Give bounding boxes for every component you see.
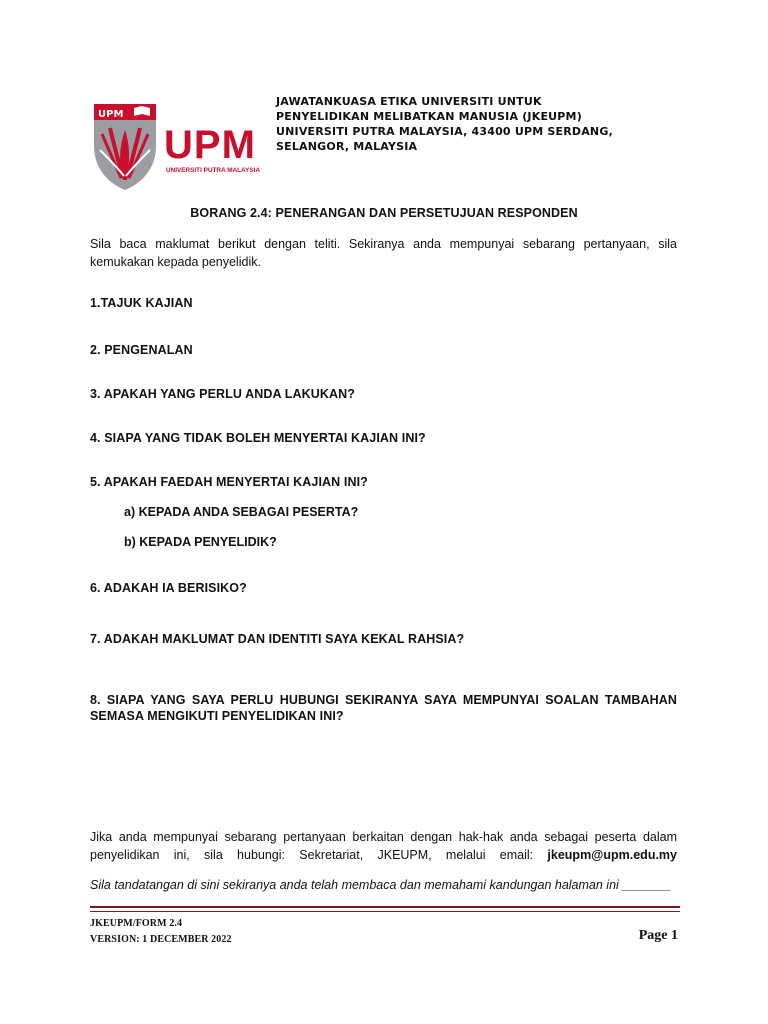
form-title: BORANG 2.4: PENERANGAN DAN PERSETUJUAN RESPONDEN xyxy=(190,206,578,220)
section-heading-3: 3. APAKAH YANG PERLU ANDA LAKUKAN? xyxy=(90,387,355,401)
footer-rule xyxy=(90,906,680,908)
logo-tagline: UNIVERSITI PUTRA MALAYSIA xyxy=(166,167,260,174)
footer-form-code: JKEUPM/FORM 2.4 xyxy=(90,918,183,929)
committee-line: SELANGOR, MALAYSIA xyxy=(276,140,418,153)
section-5a: a) KEPADA ANDA SEBAGAI PESERTA? xyxy=(124,505,359,519)
logo-wordmark: UPM xyxy=(164,123,256,167)
committee-line: UNIVERSITI PUTRA MALAYSIA, 43400 UPM SERDANG, xyxy=(276,125,613,138)
section-5b: b) KEPADA PENYELIDIK? xyxy=(124,535,277,549)
section-heading-8: 8. SIAPA YANG SAYA PERLU HUBUNGI SEKIRANYA SAYA MEMPUNYAI SOALAN TAMBAHAN SEMASA MENGIKUTI PENYELIDIKAN INI? xyxy=(90,693,677,723)
upm-logo xyxy=(90,100,276,192)
upm-crest-icon xyxy=(90,100,276,192)
committee-line: JAWATANKUASA ETIKA UNIVERSITI UNTUK xyxy=(276,95,542,108)
logo-badge-text: UPM xyxy=(98,109,124,120)
contact-text: Jika anda mempunyai sebarang pertanyaan berkaitan dengan hak-hak anda sebagai peserta dalam penyelidikan ini, sila hubungi: Sekretariat, JKEUPM, melalui email: xyxy=(90,830,677,862)
section-heading-1: 1.TAJUK KAJIAN xyxy=(90,296,193,310)
signature-line: Sila tandatangan di sini sekiranya anda telah membaca dan memahami kandungan halaman ini _______ xyxy=(90,878,671,892)
committee-line: PENYELIDIKAN MELIBATKAN MANUSIA (JKEUPM) xyxy=(276,110,582,123)
contact-email-link[interactable]: jkeupm@upm.edu.my xyxy=(547,848,677,862)
committee-address-block xyxy=(276,94,676,154)
footer-version: VERSION: 1 DECEMBER 2022 xyxy=(90,934,232,945)
section-heading-7: 7. ADAKAH MAKLUMAT DAN IDENTITI SAYA KEKAL RAHSIA? xyxy=(90,632,465,646)
section-heading-2: 2. PENGENALAN xyxy=(90,343,193,357)
section-heading-6: 6. ADAKAH IA BERISIKO? xyxy=(90,581,247,595)
footer-rule-thin xyxy=(90,911,680,912)
section-heading-5: 5. APAKAH FAEDAH MENYERTAI KAJIAN INI? xyxy=(90,475,368,489)
section-heading-4: 4. SIAPA YANG TIDAK BOLEH MENYERTAI KAJIAN INI? xyxy=(90,431,426,445)
page-number: Page 1 xyxy=(638,928,678,943)
contact-paragraph xyxy=(90,828,677,864)
intro-paragraph: Sila baca maklumat berikut dengan teliti. Sekiranya anda mempunyai sebarang pertanyaan, sila kemukakan kepada penyelidik. xyxy=(90,237,677,269)
